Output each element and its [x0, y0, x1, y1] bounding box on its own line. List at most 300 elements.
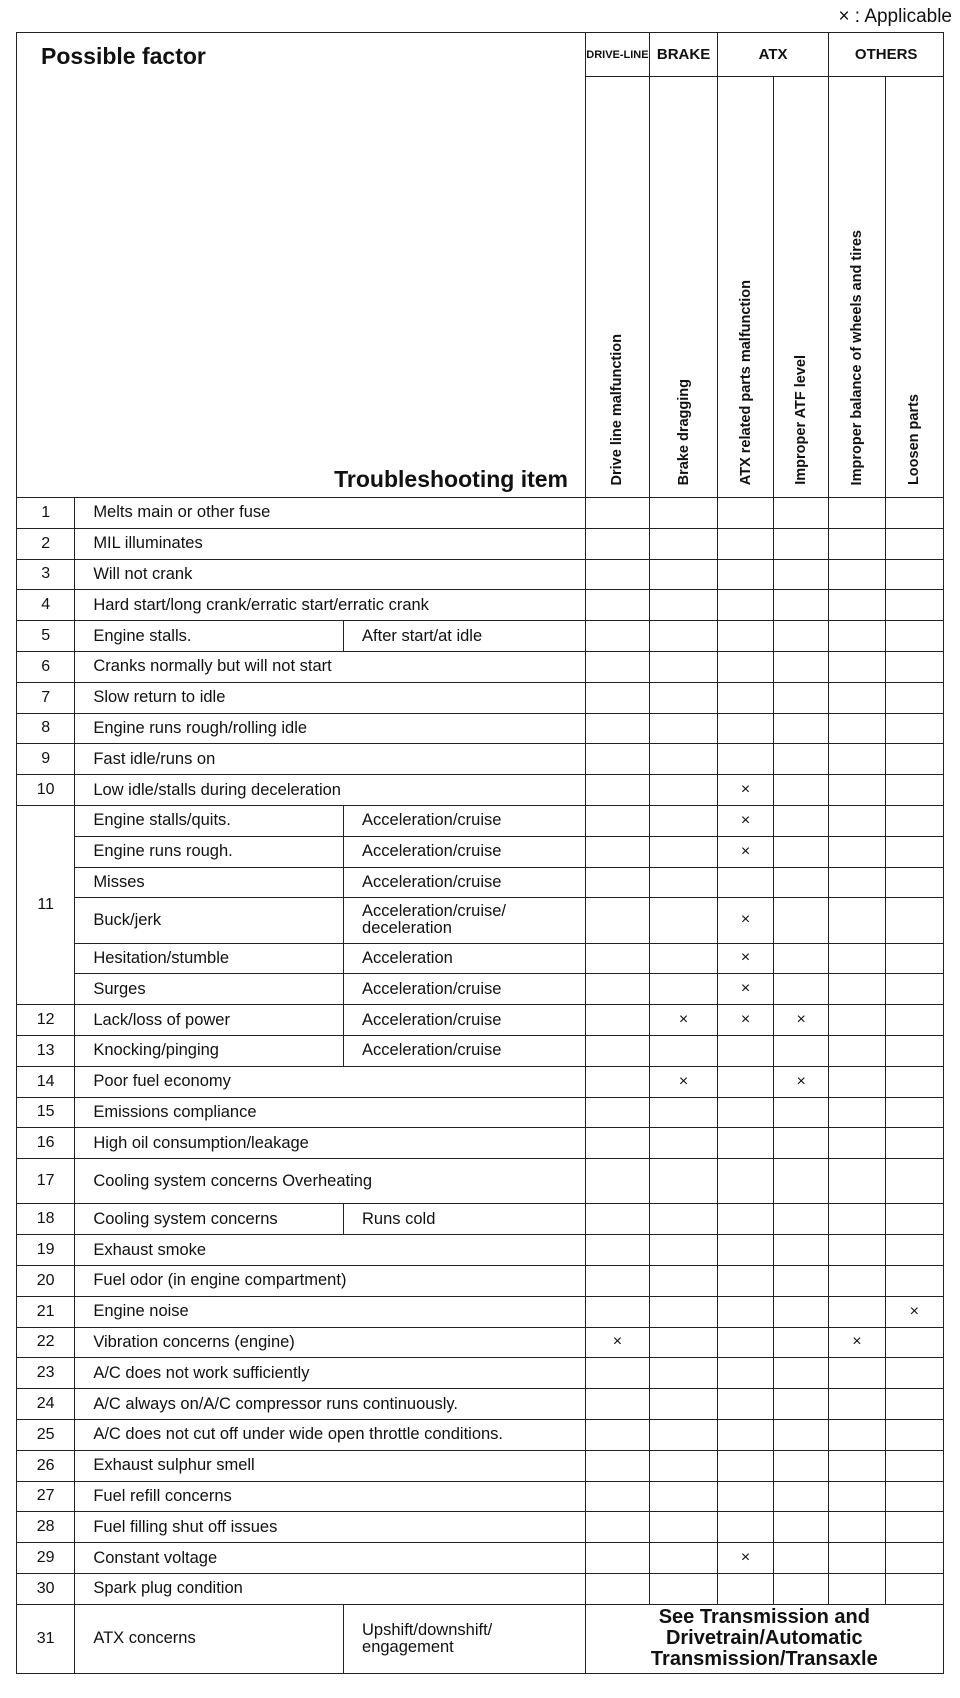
row-number: 19 [17, 1235, 75, 1266]
table-row [17, 1005, 944, 1036]
applicable-mark [717, 744, 773, 775]
see-reference [585, 1604, 943, 1673]
troubleshooting-item: Cooling system concerns [75, 1204, 344, 1235]
see-reference-line: Transmission/Transaxle [650, 1648, 878, 1671]
table-row [17, 1296, 944, 1327]
table-row [17, 1327, 944, 1358]
applicable-mark [585, 1097, 650, 1128]
applicable-mark [885, 528, 943, 559]
row-number: 28 [17, 1512, 75, 1543]
group-driveline: DRIVE-LINE [585, 33, 650, 77]
table-row [17, 621, 944, 652]
applicable-mark: × [717, 974, 773, 1005]
applicable-mark [717, 1419, 773, 1450]
table-row [17, 898, 944, 943]
applicable-mark [885, 651, 943, 682]
applicable-mark [650, 867, 718, 898]
applicable-legend: × : Applicable [838, 6, 952, 27]
applicable-mark [774, 898, 829, 943]
applicable-mark: × [774, 1066, 829, 1097]
table-row [17, 1035, 944, 1066]
row-number: 31 [17, 1604, 75, 1673]
factor-atf-level: Improper ATF level [774, 77, 829, 498]
applicable-mark [650, 528, 718, 559]
row-number: 26 [17, 1450, 75, 1481]
applicable-mark [829, 974, 885, 1005]
applicable-mark [885, 1389, 943, 1420]
row-number: 1 [17, 498, 75, 529]
applicable-mark [885, 1450, 943, 1481]
applicable-mark [774, 1389, 829, 1420]
factor-wheel-balance: Improper balance of wheels and tires [829, 77, 885, 498]
applicable-mark [650, 1512, 718, 1543]
applicable-mark: × [717, 805, 773, 836]
applicable-mark [829, 1450, 885, 1481]
troubleshooting-item: Exhaust sulphur smell [75, 1450, 585, 1481]
applicable-mark [885, 1159, 943, 1204]
factor-loosen-parts: Loosen parts [885, 77, 943, 498]
applicable-mark [717, 1097, 773, 1128]
applicable-mark: × [717, 1543, 773, 1574]
row-number: 11 [17, 805, 75, 1004]
applicable-mark [774, 1128, 829, 1159]
applicable-mark [717, 559, 773, 590]
applicable-mark: × [774, 1005, 829, 1036]
applicable-mark [717, 1296, 773, 1327]
applicable-mark [885, 1481, 943, 1512]
row-number: 6 [17, 651, 75, 682]
table-row [17, 1481, 944, 1512]
applicable-mark [717, 590, 773, 621]
applicable-mark: × [717, 943, 773, 974]
row-number: 24 [17, 1389, 75, 1420]
troubleshooting-item: Cranks normally but will not start [75, 651, 585, 682]
applicable-mark [829, 1512, 885, 1543]
applicable-mark [774, 1543, 829, 1574]
applicable-mark [829, 1128, 885, 1159]
applicable-mark [585, 559, 650, 590]
troubleshooting-item: Exhaust smoke [75, 1235, 585, 1266]
applicable-mark [585, 943, 650, 974]
troubleshooting-item: Emissions compliance [75, 1097, 585, 1128]
factor-atx-parts: ATX related parts malfunction [717, 77, 773, 498]
applicable-mark [585, 1159, 650, 1204]
applicable-mark [650, 1419, 718, 1450]
group-others: OTHERS [829, 33, 944, 77]
applicable-mark [885, 1035, 943, 1066]
applicable-mark [885, 1235, 943, 1266]
applicable-mark [650, 559, 718, 590]
applicable-mark [717, 498, 773, 529]
troubleshooting-table [16, 32, 944, 1674]
applicable-mark [829, 1005, 885, 1036]
applicable-mark [774, 974, 829, 1005]
applicable-mark [650, 775, 718, 806]
condition: Acceleration [344, 943, 586, 974]
applicable-mark: × [885, 1296, 943, 1327]
applicable-mark [585, 1358, 650, 1389]
applicable-mark [885, 898, 943, 943]
applicable-mark [717, 1358, 773, 1389]
applicable-mark [650, 836, 718, 867]
applicable-mark [585, 1450, 650, 1481]
table-row [17, 1512, 944, 1543]
applicable-mark [829, 744, 885, 775]
applicable-mark [650, 1204, 718, 1235]
applicable-mark [774, 1358, 829, 1389]
troubleshooting-item: Fuel refill concerns [75, 1481, 585, 1512]
applicable-mark [829, 867, 885, 898]
applicable-mark [717, 1389, 773, 1420]
applicable-mark [885, 682, 943, 713]
applicable-mark [650, 1235, 718, 1266]
applicable-mark [585, 1296, 650, 1327]
row-number: 8 [17, 713, 75, 744]
row-number: 18 [17, 1204, 75, 1235]
applicable-mark: × [650, 1066, 718, 1097]
applicable-mark [585, 1266, 650, 1297]
applicable-mark [585, 836, 650, 867]
applicable-mark [650, 744, 718, 775]
applicable-mark [585, 1389, 650, 1420]
troubleshooting-item: High oil consumption/leakage [75, 1128, 585, 1159]
applicable-mark [885, 1512, 943, 1543]
applicable-mark [774, 775, 829, 806]
condition: After start/at idle [344, 621, 586, 652]
troubleshooting-item: Constant voltage [75, 1543, 585, 1574]
applicable-mark [885, 836, 943, 867]
applicable-mark [585, 1512, 650, 1543]
applicable-mark [717, 1066, 773, 1097]
applicable-mark [585, 621, 650, 652]
troubleshooting-item: Melts main or other fuse [75, 498, 585, 529]
row-number: 16 [17, 1128, 75, 1159]
applicable-mark [774, 682, 829, 713]
applicable-mark [885, 559, 943, 590]
applicable-mark [585, 775, 650, 806]
applicable-mark [774, 498, 829, 529]
applicable-mark [829, 1066, 885, 1097]
applicable-mark [585, 651, 650, 682]
row-number: 27 [17, 1481, 75, 1512]
troubleshooting-item: Low idle/stalls during deceleration [75, 775, 585, 806]
table-row [17, 1128, 944, 1159]
applicable-mark [829, 1358, 885, 1389]
applicable-mark [585, 713, 650, 744]
troubleshooting-item: A/C does not cut off under wide open throttle conditions. [75, 1419, 585, 1450]
applicable-mark [829, 1573, 885, 1604]
troubleshooting-item: Fuel odor (in engine compartment) [75, 1266, 585, 1297]
applicable-mark [650, 682, 718, 713]
applicable-mark [650, 974, 718, 1005]
applicable-mark [885, 775, 943, 806]
applicable-mark [774, 1266, 829, 1297]
row-number: 15 [17, 1097, 75, 1128]
troubleshooting-item: Slow return to idle [75, 682, 585, 713]
troubleshooting-item-header: Troubleshooting item [334, 466, 568, 492]
troubleshooting-item: Engine stalls/quits. [75, 805, 344, 836]
applicable-mark [829, 1419, 885, 1450]
applicable-mark [885, 590, 943, 621]
applicable-mark [650, 621, 718, 652]
table-row [17, 1450, 944, 1481]
applicable-mark [585, 898, 650, 943]
applicable-mark [585, 498, 650, 529]
applicable-mark [650, 1128, 718, 1159]
applicable-mark [774, 836, 829, 867]
troubleshooting-item: Surges [75, 974, 344, 1005]
applicable-mark [585, 1419, 650, 1450]
applicable-mark [774, 1097, 829, 1128]
applicable-mark [774, 621, 829, 652]
applicable-mark [885, 621, 943, 652]
applicable-mark [885, 1327, 943, 1358]
applicable-mark [829, 1204, 885, 1235]
applicable-mark [650, 1327, 718, 1358]
row-number: 29 [17, 1543, 75, 1574]
applicable-mark: × [650, 1005, 718, 1036]
applicable-mark [829, 775, 885, 806]
row-number: 12 [17, 1005, 75, 1036]
applicable-mark [774, 1512, 829, 1543]
applicable-mark [650, 1450, 718, 1481]
troubleshooting-item: Vibration concerns (engine) [75, 1327, 585, 1358]
applicable-mark: × [717, 898, 773, 943]
applicable-mark [717, 1481, 773, 1512]
troubleshooting-item: Spark plug condition [75, 1573, 585, 1604]
troubleshooting-item: Engine runs rough/rolling idle [75, 713, 585, 744]
table-row [17, 805, 944, 836]
table-row [17, 1266, 944, 1297]
applicable-mark [585, 1204, 650, 1235]
row-number: 30 [17, 1573, 75, 1604]
applicable-mark [585, 1066, 650, 1097]
applicable-mark [717, 1450, 773, 1481]
applicable-mark [585, 744, 650, 775]
troubleshooting-item: Buck/jerk [75, 898, 344, 943]
applicable-mark [717, 1035, 773, 1066]
applicable-mark [650, 805, 718, 836]
applicable-mark [650, 590, 718, 621]
row-number: 3 [17, 559, 75, 590]
applicable-mark [650, 1035, 718, 1066]
applicable-mark [829, 836, 885, 867]
possible-factor-header: Possible factor [17, 33, 586, 498]
troubleshooting-item: Cooling system concerns Overheating [75, 1159, 585, 1204]
applicable-mark [585, 805, 650, 836]
row-number: 2 [17, 528, 75, 559]
applicable-mark [650, 1159, 718, 1204]
applicable-mark [829, 898, 885, 943]
table-row [17, 974, 944, 1005]
applicable-mark [774, 713, 829, 744]
applicable-mark [885, 1573, 943, 1604]
troubleshooting-item: Hesitation/stumble [75, 943, 344, 974]
applicable-mark [829, 1097, 885, 1128]
applicable-mark [717, 528, 773, 559]
table-row [17, 590, 944, 621]
applicable-mark [717, 1266, 773, 1297]
condition: Acceleration/cruise/ deceleration [344, 898, 586, 943]
applicable-mark [650, 1481, 718, 1512]
applicable-mark [885, 498, 943, 529]
applicable-mark [885, 1543, 943, 1574]
troubleshooting-item: A/C does not work sufficiently [75, 1358, 585, 1389]
applicable-mark [829, 1389, 885, 1420]
applicable-mark [585, 528, 650, 559]
table-row [17, 498, 944, 529]
applicable-mark: × [717, 836, 773, 867]
table-row [17, 1235, 944, 1266]
applicable-mark [585, 1235, 650, 1266]
applicable-mark [885, 1005, 943, 1036]
applicable-mark [717, 1128, 773, 1159]
table-row [17, 1419, 944, 1450]
applicable-mark [885, 974, 943, 1005]
troubleshooting-item: A/C always on/A/C compressor runs continuously. [75, 1389, 585, 1420]
applicable-mark [774, 1159, 829, 1204]
troubleshooting-item: Engine noise [75, 1296, 585, 1327]
row-number: 23 [17, 1358, 75, 1389]
applicable-mark [829, 1159, 885, 1204]
row-number: 22 [17, 1327, 75, 1358]
applicable-mark: × [585, 1327, 650, 1358]
applicable-mark [774, 559, 829, 590]
applicable-mark [885, 943, 943, 974]
troubleshooting-item: Engine stalls. [75, 621, 344, 652]
applicable-mark [829, 559, 885, 590]
applicable-mark [717, 621, 773, 652]
applicable-mark [717, 713, 773, 744]
applicable-mark [774, 1481, 829, 1512]
applicable-mark [774, 1235, 829, 1266]
table-row [17, 1543, 944, 1574]
applicable-mark [829, 1543, 885, 1574]
see-reference-line: See Transmission and [658, 1606, 870, 1629]
table-row [17, 713, 944, 744]
applicable-mark [650, 1573, 718, 1604]
applicable-mark [717, 1573, 773, 1604]
applicable-mark [585, 1005, 650, 1036]
applicable-mark [717, 682, 773, 713]
applicable-mark [650, 898, 718, 943]
applicable-mark [650, 498, 718, 529]
group-atx: ATX [717, 33, 828, 77]
applicable-mark [650, 1543, 718, 1574]
applicable-mark [585, 867, 650, 898]
table-row [17, 651, 944, 682]
applicable-mark [585, 682, 650, 713]
table-row [17, 559, 944, 590]
applicable-mark [774, 1296, 829, 1327]
applicable-mark [774, 867, 829, 898]
applicable-mark [774, 1204, 829, 1235]
table-row [17, 836, 944, 867]
factor-brake-dragging: Brake dragging [650, 77, 718, 498]
applicable-mark [885, 1097, 943, 1128]
table-row [17, 1066, 944, 1097]
troubleshooting-item: Fuel filling shut off issues [75, 1512, 585, 1543]
applicable-mark [717, 867, 773, 898]
applicable-mark [885, 1128, 943, 1159]
troubleshooting-item: Lack/loss of power [75, 1005, 344, 1036]
row-number: 13 [17, 1035, 75, 1066]
row-number: 4 [17, 590, 75, 621]
applicable-mark [774, 651, 829, 682]
applicable-mark [585, 1035, 650, 1066]
row-number: 9 [17, 744, 75, 775]
applicable-mark [885, 1266, 943, 1297]
applicable-mark [717, 1512, 773, 1543]
table-row [17, 1389, 944, 1420]
applicable-mark [829, 528, 885, 559]
table-row [17, 1204, 944, 1235]
condition: Acceleration/cruise [344, 1005, 586, 1036]
row-number: 20 [17, 1266, 75, 1297]
applicable-mark [774, 1035, 829, 1066]
see-reference-line: Drivetrain/Automatic [665, 1627, 863, 1650]
table-row [17, 867, 944, 898]
condition: Acceleration/cruise [344, 836, 586, 867]
row-number: 5 [17, 621, 75, 652]
applicable-mark [885, 867, 943, 898]
applicable-mark [774, 943, 829, 974]
condition: Runs cold [344, 1204, 586, 1235]
applicable-mark [774, 1419, 829, 1450]
applicable-mark [885, 744, 943, 775]
condition: Acceleration/cruise [344, 974, 586, 1005]
applicable-mark [585, 1481, 650, 1512]
applicable-mark [885, 1358, 943, 1389]
applicable-mark [829, 805, 885, 836]
applicable-mark: × [829, 1327, 885, 1358]
applicable-mark [829, 621, 885, 652]
applicable-mark [650, 1296, 718, 1327]
troubleshooting-item: Fast idle/runs on [75, 744, 585, 775]
applicable-mark [585, 1573, 650, 1604]
table-row [17, 1573, 944, 1604]
applicable-mark [829, 498, 885, 529]
applicable-mark [885, 1419, 943, 1450]
applicable-mark [885, 805, 943, 836]
table-row [17, 1159, 944, 1204]
troubleshooting-item: ATX concerns [75, 1604, 344, 1673]
applicable-mark [585, 590, 650, 621]
table-row [17, 528, 944, 559]
troubleshooting-item: Will not crank [75, 559, 585, 590]
table-row [17, 1097, 944, 1128]
row-number: 14 [17, 1066, 75, 1097]
applicable-mark [774, 805, 829, 836]
applicable-mark [885, 713, 943, 744]
row-number: 17 [17, 1159, 75, 1204]
applicable-mark [585, 1128, 650, 1159]
applicable-mark [829, 1481, 885, 1512]
troubleshooting-item: Misses [75, 867, 344, 898]
factor-drive-line: Drive line malfunction [585, 77, 650, 498]
table-row [17, 1604, 944, 1673]
applicable-mark [829, 713, 885, 744]
troubleshooting-item: MIL illuminates [75, 528, 585, 559]
row-number: 7 [17, 682, 75, 713]
table-row [17, 744, 944, 775]
condition: Acceleration/cruise [344, 805, 586, 836]
applicable-mark [774, 1573, 829, 1604]
applicable-mark [774, 528, 829, 559]
row-number: 10 [17, 775, 75, 806]
condition: Acceleration/cruise [344, 867, 586, 898]
applicable-mark [585, 974, 650, 1005]
